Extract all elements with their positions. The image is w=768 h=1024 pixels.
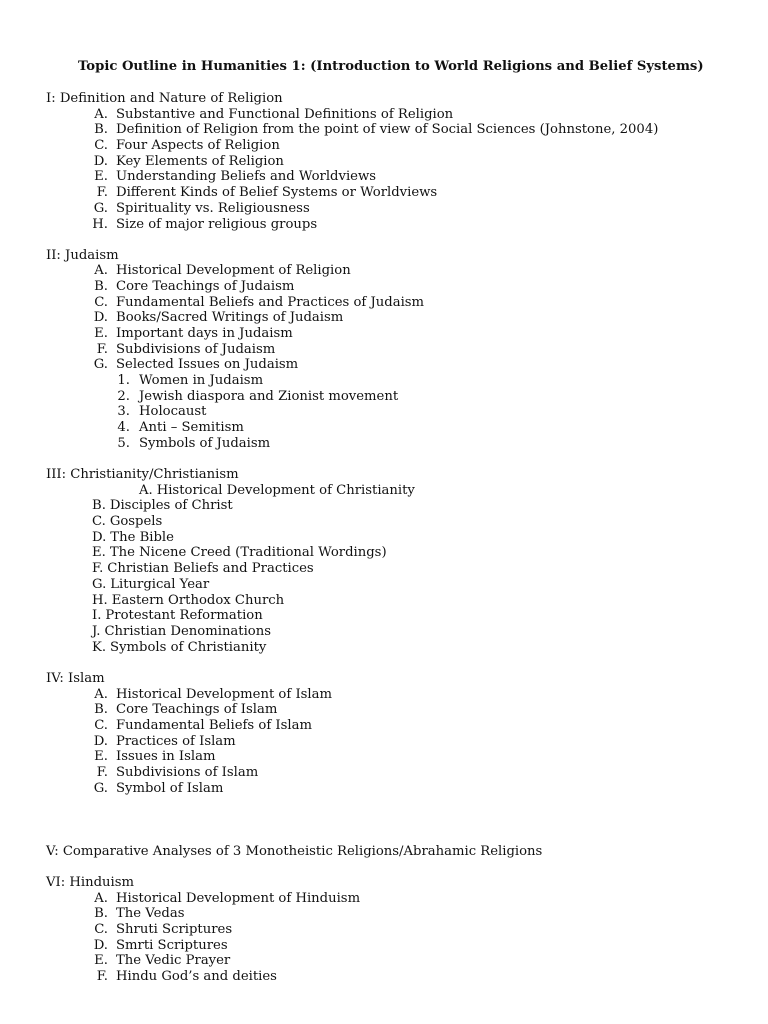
- item-label: F.: [96, 342, 108, 357]
- item-text: Liturgical Year: [110, 577, 210, 592]
- list-item: [92, 718, 312, 734]
- item-label: C.: [94, 138, 108, 153]
- list-item: [92, 342, 275, 358]
- list-item: [92, 138, 280, 154]
- item-text: Selected Issues on Judaism: [116, 357, 299, 372]
- item-label: D.: [93, 734, 108, 749]
- list-item: [92, 953, 230, 969]
- item-text: Historical Development of Religion: [116, 263, 351, 278]
- item-text: The Vedas: [116, 906, 185, 921]
- sub-list-item: [116, 389, 398, 405]
- item-text: Books/Sacred Writings of Judaism: [116, 310, 344, 325]
- list-item: [92, 922, 232, 938]
- item-label: C.: [94, 718, 108, 733]
- list-item: [92, 640, 266, 656]
- item-text: Women in Judaism: [139, 373, 264, 388]
- item-label: 5.: [117, 436, 130, 451]
- sub-list-item: [116, 404, 206, 420]
- item-label: K.: [92, 640, 107, 655]
- item-label: C.: [94, 922, 108, 937]
- item-label: 1.: [117, 373, 130, 388]
- item-label: G.: [93, 201, 108, 216]
- list-item: [92, 545, 387, 561]
- list-item: [92, 781, 223, 797]
- section-heading: VI: Hinduism: [46, 875, 135, 890]
- item-label: D.: [93, 154, 108, 169]
- item-text: Subdivisions of Judaism: [116, 342, 276, 357]
- item-label: B.: [94, 702, 108, 717]
- item-text: Substantive and Functional Definitions of Religion: [116, 107, 454, 122]
- list-item: [92, 357, 298, 373]
- section-heading: II: Judaism: [46, 248, 119, 263]
- item-text: The Bible: [110, 530, 174, 545]
- item-label: B.: [92, 498, 106, 513]
- item-text: Symbol of Islam: [116, 781, 224, 796]
- item-text: Fundamental Beliefs and Practices of Judaism: [116, 295, 425, 310]
- item-label: A.: [94, 263, 108, 278]
- item-label: G.: [93, 357, 108, 372]
- item-text: Christian Denominations: [104, 624, 272, 639]
- list-item: [92, 765, 258, 781]
- item-text: Issues in Islam: [116, 749, 216, 764]
- list-item: [92, 906, 184, 922]
- item-text: Important days in Judaism: [116, 326, 293, 341]
- item-text: Fundamental Beliefs of Islam: [116, 718, 312, 733]
- list-item: [92, 938, 228, 954]
- sub-list-item: [116, 420, 244, 436]
- list-item: [92, 608, 263, 624]
- item-text: Core Teachings of Judaism: [116, 279, 295, 294]
- item-text: Definition of Religion from the point of view of Social Sciences (Johnstone, 2004): [116, 122, 659, 137]
- list-item: [92, 702, 277, 718]
- list-item: [92, 891, 360, 907]
- list-item: [92, 154, 284, 170]
- list-item: [92, 514, 162, 530]
- item-text: Different Kinds of Belief Systems or Worldviews: [116, 185, 438, 200]
- list-item: [92, 687, 332, 703]
- list-item: [139, 483, 415, 499]
- item-label: D.: [93, 938, 108, 953]
- item-text: Protestant Reformation: [105, 608, 263, 623]
- list-item: [92, 217, 317, 233]
- list-item: [92, 201, 310, 217]
- sub-list-item: [116, 436, 270, 452]
- list-item: [92, 310, 343, 326]
- item-text: Subdivisions of Islam: [116, 765, 259, 780]
- section-heading: IV: Islam: [46, 671, 105, 686]
- item-label: F.: [96, 765, 108, 780]
- item-label: F.: [96, 969, 108, 984]
- item-text: Historical Development of Christianity: [156, 483, 415, 498]
- item-label: G.: [92, 577, 107, 592]
- item-label: F.: [92, 561, 104, 576]
- list-item: [92, 530, 174, 546]
- item-text: Anti – Semitism: [139, 420, 244, 435]
- item-text: Symbols of Judaism: [139, 436, 271, 451]
- section-heading: V: Comparative Analyses of 3 Monotheistic Religions/Abrahamic Religions: [46, 844, 543, 859]
- item-text: Gospels: [109, 514, 163, 529]
- item-label: I.: [92, 608, 102, 623]
- section-heading: III: Christianity/Christianism: [46, 467, 239, 482]
- list-item: [92, 279, 294, 295]
- item-text: Eastern Orthodox Church: [111, 593, 285, 608]
- list-item: [92, 107, 453, 123]
- item-text: Hindu God’s and deities: [116, 969, 277, 984]
- item-text: Symbols of Christianity: [110, 640, 267, 655]
- item-text: The Nicene Creed (Traditional Wordings): [109, 545, 387, 560]
- item-text: Key Elements of Religion: [116, 154, 284, 169]
- list-item: [92, 326, 293, 342]
- item-label: E.: [92, 545, 106, 560]
- item-label: H.: [92, 217, 108, 232]
- item-text: Christian Beliefs and Practices: [107, 561, 314, 576]
- list-item: [92, 295, 424, 311]
- item-label: 4.: [117, 420, 130, 435]
- item-label: 3.: [117, 404, 130, 419]
- item-label: A.: [94, 107, 108, 122]
- item-text: Disciples of Christ: [109, 498, 233, 513]
- item-label: E.: [94, 953, 108, 968]
- list-item: [92, 561, 314, 577]
- item-label: F.: [96, 185, 108, 200]
- document-title: Topic Outline in Humanities 1: (Introduction to World Religions and Belief Systems): [78, 59, 704, 74]
- list-item: [92, 969, 277, 985]
- item-text: Smrti Scriptures: [116, 938, 228, 953]
- item-label: G.: [93, 781, 108, 796]
- item-label: D.: [93, 310, 108, 325]
- item-text: Size of major religious groups: [116, 217, 318, 232]
- item-label: J.: [92, 624, 101, 639]
- list-item: [92, 263, 351, 279]
- list-item: [92, 122, 658, 138]
- list-item: [92, 169, 376, 185]
- item-label: C.: [94, 295, 108, 310]
- item-text: Holocaust: [139, 404, 207, 419]
- item-text: Four Aspects of Religion: [116, 138, 280, 153]
- list-item: [92, 624, 271, 640]
- item-label: A.: [139, 483, 153, 498]
- item-text: The Vedic Prayer: [116, 953, 231, 968]
- item-label: B.: [94, 122, 108, 137]
- item-text: Practices of Islam: [116, 734, 236, 749]
- section-heading: I: Definition and Nature of Religion: [46, 91, 283, 106]
- item-text: Jewish diaspora and Zionist movement: [139, 389, 399, 404]
- item-text: Understanding Beliefs and Worldviews: [116, 169, 377, 184]
- list-item: [92, 593, 284, 609]
- item-label: E.: [94, 749, 108, 764]
- item-text: Historical Development of Islam: [116, 687, 333, 702]
- item-label: 2.: [117, 389, 130, 404]
- item-label: E.: [94, 326, 108, 341]
- item-text: Core Teachings of Islam: [116, 702, 278, 717]
- item-text: Historical Development of Hinduism: [116, 891, 361, 906]
- list-item: [92, 749, 215, 765]
- item-label: B.: [94, 279, 108, 294]
- item-label: D.: [92, 530, 107, 545]
- item-label: A.: [94, 891, 108, 906]
- list-item: [92, 734, 236, 750]
- item-label: C.: [92, 514, 106, 529]
- item-label: H.: [92, 593, 108, 608]
- item-text: Spirituality vs. Religiousness: [116, 201, 310, 216]
- item-label: A.: [94, 687, 108, 702]
- list-item: [92, 498, 233, 514]
- list-item: [92, 577, 209, 593]
- item-label: E.: [94, 169, 108, 184]
- list-item: [92, 185, 437, 201]
- item-label: B.: [94, 906, 108, 921]
- item-text: Shruti Scriptures: [116, 922, 233, 937]
- sub-list-item: [116, 373, 263, 389]
